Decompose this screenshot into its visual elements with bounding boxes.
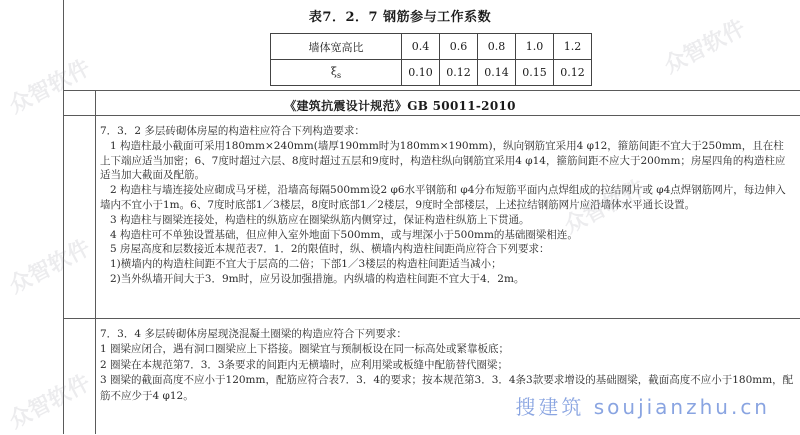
table-cell: 0.12 xyxy=(554,60,592,86)
table-cell: 0.14 xyxy=(478,60,516,86)
code-title: 《建筑抗震设计规范》GB 50011-2010 xyxy=(284,99,516,113)
table-cell: 0.4 xyxy=(402,34,440,60)
xi-subscript: s xyxy=(336,71,342,80)
table-row xyxy=(271,34,592,60)
clause-paragraph: 2 圈梁在本规范第7．3．3条要求的间距内无横墙时，应利用梁或板缝中配筋替代圈梁； xyxy=(100,358,509,371)
divider-line-lower xyxy=(63,318,800,319)
table-row-header: 墙体宽高比 xyxy=(271,34,402,60)
divider-line-mid xyxy=(63,115,800,116)
watermark: 众智软件 xyxy=(660,15,750,79)
clause-paragraph: 4 构造柱可不单独设置基础，但应伸入室外地面下500mm，或与埋深小于500mm的基础圈梁相连。 xyxy=(110,228,578,241)
clause-paragraph: 3 圈梁的截面高度不应小于120mm，配筋应符合表7．3．4的要求；按本规范第3．3．4条3款要求增设的基础圈梁，截面高度不应小于180mm，配筋不应少于4 φ12。 xyxy=(100,374,794,402)
table-caption: 表7．2．7 钢筋参与工作系数 xyxy=(308,10,492,25)
watermark: 众智软件 xyxy=(5,55,95,119)
table-cell: 0.8 xyxy=(478,34,516,60)
section-heading: 7．3．4 多层砖砌体房屋现浇混凝土圈梁的构造应符合下列要求： xyxy=(100,328,407,340)
brand-watermark: 搜建筑 soujianzhu.cn xyxy=(515,395,770,419)
coefficient-table xyxy=(270,33,592,86)
table-cell: 1.0 xyxy=(516,34,554,60)
section-heading: 7．3．2 多层砖砌体房屋的构造柱应符合下列构造要求： xyxy=(100,125,365,137)
clause-paragraph: 1 构造柱最小截面可采用180mm×240mm(墙厚190mm时为180mm×190mm)，纵向钢筋宜采用4 φ12，箍筋间距不宜大于250mm，且在柱上下端应适当加密；6、7度时超过六层、8度时超过五层和9度时，构造柱纵向钢筋宜采用4 φ14，箍筋间距不应大于200mm；房屋四角的构造柱应适当加大截面及配筋。 xyxy=(100,139,786,182)
section-7-3-2 xyxy=(100,124,794,287)
clause-paragraph: 2 构造柱与墙连接处应砌成马牙槎，沿墙高每隔500mm设2 φ6水平钢筋和 φ4分布短筋平面内点焊组成的拉结网片或 φ4点焊钢筋网片，每边伸入墙内不宜小于1m。6、7度时底部1／3楼层，8度时底部1／2楼层，9度时全部楼层，上述拉结钢筋网片应沿墙体水平通长设置。 xyxy=(100,184,786,211)
watermark: 众智软件 xyxy=(5,235,95,299)
divider-line-top xyxy=(63,90,800,91)
table-row-header xyxy=(271,60,402,86)
xi-symbol: ξ xyxy=(330,65,337,78)
watermark: 众智软件 xyxy=(5,370,95,434)
table-row xyxy=(271,60,592,86)
table-cell: 0.6 xyxy=(440,34,478,60)
left-border-line xyxy=(63,0,64,434)
clause-paragraph: 1 圈梁应闭合，遇有洞口圈梁应上下搭接。圈梁宜与预制板设在同一标高处或紧靠板底； xyxy=(100,343,510,356)
table-cell: 0.10 xyxy=(402,60,440,86)
table-cell: 0.12 xyxy=(440,60,478,86)
watermark: 众智软件 xyxy=(560,175,650,239)
table-cell: 1.2 xyxy=(554,34,592,60)
table-cell: 0.15 xyxy=(516,60,554,86)
clause-paragraph: 2)当外纵墙开间大于3．9m时，应另设加强措施。内纵墙的构造柱间距不宜大于4．2m。 xyxy=(110,272,525,285)
clause-paragraph: 1)横墙内的构造柱间距不宜大于层高的二倍；下部1／3楼层的构造柱间距适当减小； xyxy=(110,258,502,271)
clause-paragraph: 3 构造柱与圈梁连接处，构造柱的纵筋应在圈梁纵筋内侧穿过，保证构造柱纵筋上下贯通。 xyxy=(110,213,530,226)
clause-paragraph: 5 房屋高度和层数接近本规范表7．1．2的限值时，纵、横墙内构造柱间距尚应符合下列要求： xyxy=(110,243,550,256)
inner-border-line xyxy=(95,90,96,434)
